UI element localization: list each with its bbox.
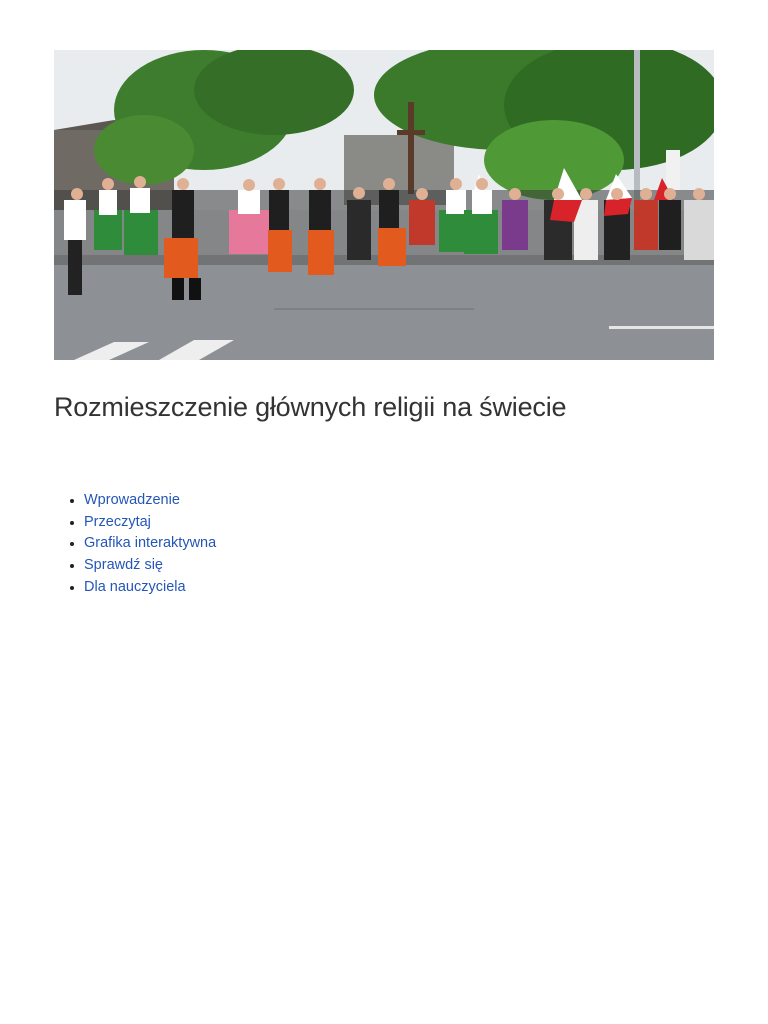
table-of-contents bbox=[56, 490, 216, 598]
toc-item bbox=[84, 512, 216, 534]
toc-item bbox=[84, 490, 216, 512]
toc-item bbox=[84, 577, 216, 599]
toc-link-grafika-interaktywna[interactable]: Grafika interaktywna bbox=[84, 535, 217, 552]
toc-link-wprowadzenie[interactable]: Wprowadzenie bbox=[84, 492, 180, 508]
hero-image bbox=[54, 50, 714, 360]
page-title: Rozmieszczenie głównych religii na świecie bbox=[54, 392, 567, 422]
toc-item bbox=[84, 555, 216, 577]
toc-link-sprawdz-sie[interactable]: Sprawdź się bbox=[84, 557, 163, 574]
toc-link-przeczytaj[interactable]: Przeczytaj bbox=[84, 513, 151, 530]
toc-link-dla-nauczyciela[interactable]: Dla nauczyciela bbox=[84, 578, 186, 595]
toc-item bbox=[84, 533, 216, 555]
